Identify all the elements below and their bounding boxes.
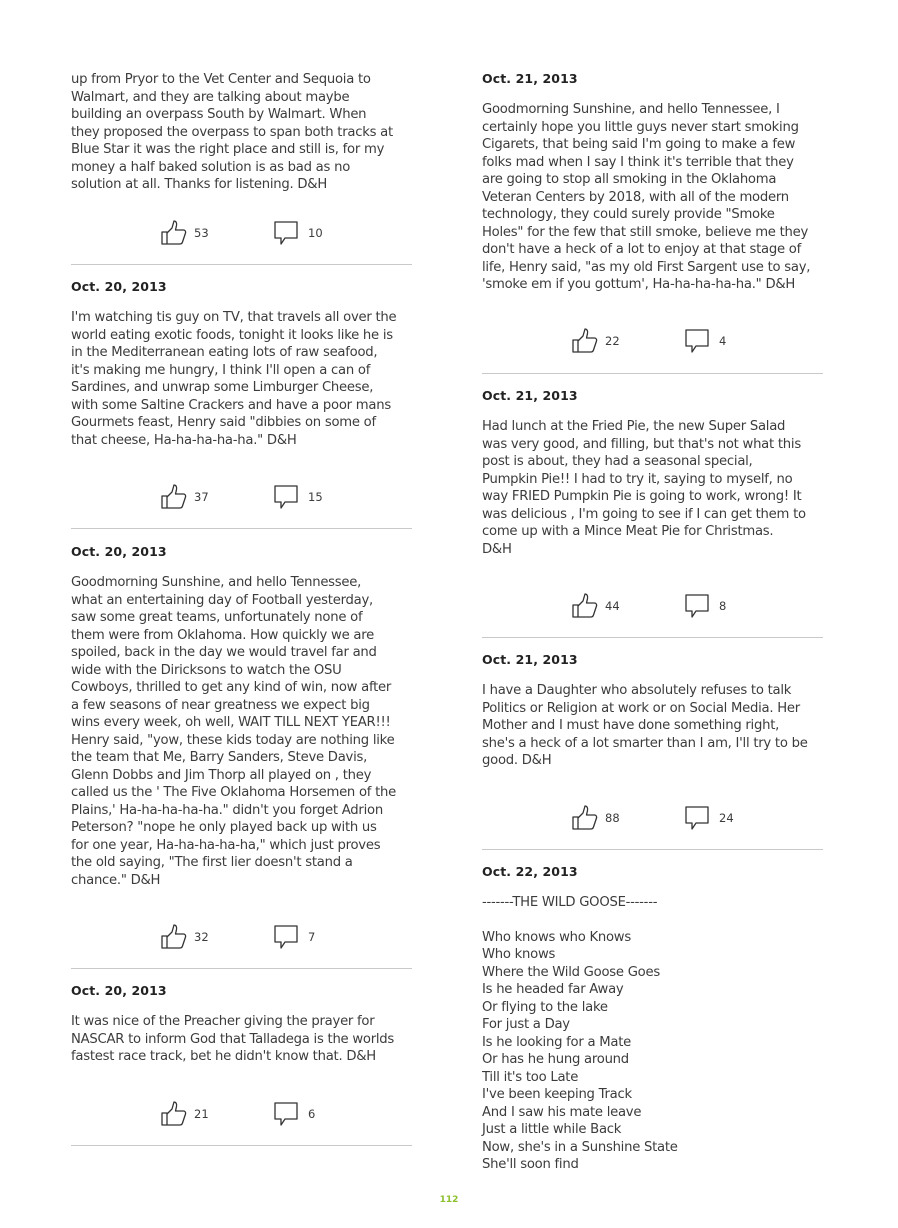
post-divider [71,528,412,529]
speech-bubble-icon[interactable] [684,327,712,355]
comment-count: 4 [719,334,727,348]
post-continued [71,71,412,194]
post-divider [71,1145,412,1146]
comment-count: 10 [308,226,323,240]
comment-count: 8 [719,599,727,613]
post [71,279,412,449]
post-date: Oct. 22, 2013 [482,864,578,879]
like-count: 22 [605,334,620,348]
post-text: I have a Daughter who absolutely refuses to talk Politics or Religion at work or on Social Media. Her Mother and I must have done something right, she's a heck of a lot smarter than I am, I'll try to be good. D&H [482,683,808,768]
speech-bubble-icon[interactable] [273,219,301,247]
thumbs-up-icon[interactable] [159,219,187,247]
post-text: Had lunch at the Fried Pie, the new Super Salad was very good, and filling, but that's not what this post is about, they had a seasonal special, Pumpkin Pie!! I had to try it, saying to myself, no way FRIED Pumpkin Pie is going to work, wrong! It was delicious , I'm going to see if I can get them to come up with a Mince Meat Pie for Christmas. D&H [482,419,806,557]
post-date: Oct. 20, 2013 [71,983,167,998]
comment-count: 6 [308,1107,316,1121]
like-count: 53 [194,226,209,240]
page-number: 112 [439,1195,459,1205]
post-divider [482,373,823,374]
post-divider [482,849,823,850]
post-stats [482,327,823,357]
post [482,652,823,770]
thumbs-up-icon[interactable] [159,483,187,511]
post-divider [71,264,412,265]
post-stats [482,804,823,834]
post [482,864,823,1174]
like-count: 21 [194,1107,209,1121]
post-text: up from Pryor to the Vet Center and Sequoia to Walmart, and they are talking about maybe building an overpass South by Walmart. When they proposed the overpass to span both tracks at Blue Star it was the right place and still is, for my money a half baked solution is as bad as no solution at all. Thanks for listening. D&H [71,72,393,192]
post-text: Goodmorning Sunshine, and hello Tennessee, I certainly hope you little guys never start smoking Cigarets, that being said I'm going to make a few folks mad when I say I think it's terrible that they are going to stop all smoking in the Oklahoma Veteran Centers by 2018, with all of the modern technology, they could surely provide "Smoke Holes" for the few that still smoke, believe me they don't have a heck of a lot to enjoy at that stage of life, Henry said, "as my old First Sargent use to say, 'smoke em if you gottum', Ha-ha-ha-ha-ha." D&H [482,102,811,292]
poem-title: -------THE WILD GOOSE------- [482,895,658,910]
thumbs-up-icon[interactable] [570,592,598,620]
post [482,388,823,558]
like-count: 88 [605,811,620,825]
post-text: I'm watching tis guy on TV, that travels all over the world eating exotic foods, tonight it looks like he is in the Mediterranean eating lots of raw seafood, it's making me hungry, I think I'll open a can of Sardines, and unwrap some Limburger Cheese, with some Saltine Crackers and have a poor mans Gourmets feast, Henry said "dibbies on some of that cheese, Ha-ha-ha-ha-ha." D&H [71,310,397,448]
post-stats [482,592,823,622]
comment-count: 15 [308,490,323,504]
post-date: Oct. 21, 2013 [482,388,578,403]
post [71,983,412,1066]
post-stats [71,483,412,513]
thumbs-up-icon[interactable] [570,327,598,355]
speech-bubble-icon[interactable] [273,1100,301,1128]
post [482,71,823,294]
speech-bubble-icon[interactable] [273,923,301,951]
like-count: 44 [605,599,620,613]
post-date: Oct. 20, 2013 [71,279,167,294]
post-divider [482,637,823,638]
post-divider [71,968,412,969]
speech-bubble-icon[interactable] [684,804,712,832]
post [71,544,412,889]
post-date: Oct. 21, 2013 [482,652,578,667]
speech-bubble-icon[interactable] [684,592,712,620]
post-stats [71,923,412,953]
like-count: 37 [194,490,209,504]
thumbs-up-icon[interactable] [159,923,187,951]
comment-count: 7 [308,930,316,944]
poem-text: Who knows who Knows Who knows Where the Wild Goose Goes Is he headed far Away Or flying to the lake For just a Day Is he looking for a Mate Or has he hung around Till it's too Late I've been keeping Track And I saw his mate leave Just a little while Back Now, she's in a Sunshine State She'll soon find [482,929,678,1172]
thumbs-up-icon[interactable] [159,1100,187,1128]
post-date: Oct. 21, 2013 [482,71,578,86]
post-text: Goodmorning Sunshine, and hello Tennessee, what an entertaining day of Football yesterday, saw some great teams, unfortunately none of them were from Oklahoma. How quickly we are spoiled, back in the day we would travel far and wide with the Diricksons to watch the OSU Cowboys, thrilled to get any kind of win, now after a few seasons of near greatness we expect big wins every week, oh well, WAIT TILL NEXT YEAR!!! Henry said, "yow, these kids today are nothing like the team that Me, Barry Sanders, Steve Davis, Glenn Dobbs and Jim Thorp all played on , they called us the ' The Five Oklahoma Horsemen of the Plains,' Ha-ha-ha-ha-ha." didn't you forget Adrion Peterson? "nope he only played back up with us for one year, Ha-ha-ha-ha-ha," which just proves the old saying, "The first lier doesn't stand a chance." D&H [71,575,397,888]
comment-count: 24 [719,811,734,825]
post-text: It was nice of the Preacher giving the prayer for NASCAR to inform God that Talladega is the worlds fastest race track, bet he didn't know that. D&H [71,1014,395,1064]
post-stats [71,219,412,249]
like-count: 32 [194,930,209,944]
speech-bubble-icon[interactable] [273,483,301,511]
thumbs-up-icon[interactable] [570,804,598,832]
post-date: Oct. 20, 2013 [71,544,167,559]
post-stats [71,1100,412,1130]
